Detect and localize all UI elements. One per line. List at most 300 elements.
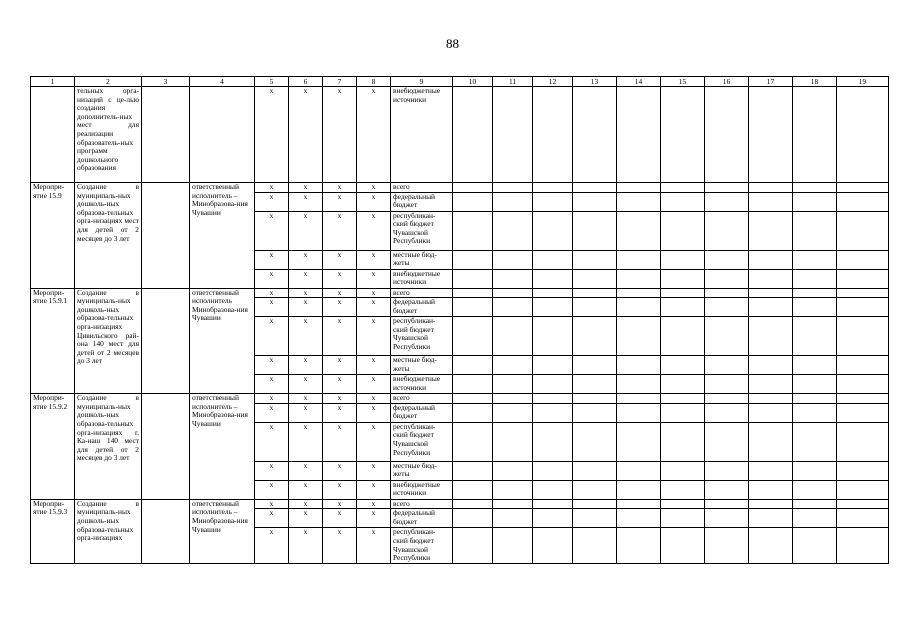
value-cell bbox=[533, 298, 573, 317]
mark-cell: х bbox=[255, 269, 289, 288]
col-header: 7 bbox=[323, 77, 357, 87]
value-cell bbox=[533, 394, 573, 404]
col-header: 14 bbox=[617, 77, 661, 87]
mark-cell: х bbox=[255, 509, 289, 528]
value-cell bbox=[837, 288, 889, 298]
value-cell bbox=[493, 87, 533, 183]
value-cell bbox=[837, 480, 889, 499]
value-cell bbox=[617, 356, 661, 375]
value-cell bbox=[793, 87, 837, 183]
mark-cell: х bbox=[323, 422, 357, 461]
value-cell bbox=[533, 422, 573, 461]
value-cell bbox=[453, 356, 493, 375]
mark-cell: х bbox=[357, 183, 391, 193]
value-cell bbox=[573, 394, 617, 404]
value-cell bbox=[493, 317, 533, 356]
mark-cell: х bbox=[357, 317, 391, 356]
funding-source: местные бюд-жеты bbox=[391, 356, 453, 375]
value-cell bbox=[453, 480, 493, 499]
value-cell bbox=[749, 509, 793, 528]
value-cell bbox=[493, 394, 533, 404]
measure-code: Меропри-ятие 15.9.1 bbox=[31, 288, 75, 394]
value-cell bbox=[533, 87, 573, 183]
mark-cell: х bbox=[323, 211, 357, 250]
value-cell bbox=[533, 403, 573, 422]
value-cell bbox=[493, 183, 533, 193]
value-cell bbox=[837, 211, 889, 250]
mark-cell: х bbox=[323, 269, 357, 288]
value-cell bbox=[793, 403, 837, 422]
funding-source: республикан-ский бюджет Чувашской Республики bbox=[391, 422, 453, 461]
value-cell bbox=[573, 87, 617, 183]
col-header: 11 bbox=[493, 77, 533, 87]
value-cell bbox=[793, 480, 837, 499]
funding-source: федеральный бюджет bbox=[391, 509, 453, 528]
mark-cell: х bbox=[255, 87, 289, 183]
value-cell bbox=[533, 211, 573, 250]
value-cell bbox=[837, 183, 889, 193]
value-cell bbox=[705, 298, 749, 317]
value-cell bbox=[705, 375, 749, 394]
value-cell bbox=[837, 250, 889, 269]
value-cell bbox=[573, 375, 617, 394]
value-cell bbox=[617, 480, 661, 499]
value-cell bbox=[661, 192, 705, 211]
measure-code: Меропри-ятие 15.9.2 bbox=[31, 394, 75, 500]
value-cell bbox=[661, 499, 705, 509]
col-header: 19 bbox=[837, 77, 889, 87]
value-cell bbox=[533, 250, 573, 269]
value-cell bbox=[837, 192, 889, 211]
mark-cell: х bbox=[323, 509, 357, 528]
mark-cell: х bbox=[255, 250, 289, 269]
value-cell bbox=[453, 288, 493, 298]
value-cell bbox=[533, 356, 573, 375]
value-cell bbox=[793, 298, 837, 317]
col-header: 16 bbox=[705, 77, 749, 87]
value-cell bbox=[661, 403, 705, 422]
value-cell bbox=[661, 211, 705, 250]
mark-cell: х bbox=[357, 356, 391, 375]
mark-cell: х bbox=[289, 250, 323, 269]
mark-cell: х bbox=[357, 298, 391, 317]
value-cell bbox=[749, 298, 793, 317]
value-cell bbox=[453, 509, 493, 528]
mark-cell: х bbox=[357, 269, 391, 288]
mark-cell: х bbox=[289, 298, 323, 317]
value-cell bbox=[493, 499, 533, 509]
value-cell bbox=[573, 298, 617, 317]
funding-source: внебюджетные источники bbox=[391, 269, 453, 288]
value-cell bbox=[749, 461, 793, 480]
value-cell bbox=[661, 480, 705, 499]
page-number: 88 bbox=[446, 36, 459, 51]
mark-cell: х bbox=[255, 317, 289, 356]
blank-cell bbox=[142, 394, 190, 500]
value-cell bbox=[661, 461, 705, 480]
mark-cell: х bbox=[289, 422, 323, 461]
funding-source: федеральный бюджет bbox=[391, 298, 453, 317]
funding-source: республикан-ский бюджет Чувашской Республики bbox=[391, 211, 453, 250]
value-cell bbox=[453, 298, 493, 317]
value-cell bbox=[793, 192, 837, 211]
executor: ответственный исполнитель – Минобразова-ния Чувашии bbox=[190, 394, 255, 500]
measure-name: Создание в муниципаль-ных дошколь-ных образова-тельных орга-низациях мест для детей от 2 месяцев до 3 лет bbox=[75, 183, 142, 289]
mark-cell: х bbox=[323, 499, 357, 509]
col-header: 17 bbox=[749, 77, 793, 87]
funding-source: всего bbox=[391, 499, 453, 509]
value-cell bbox=[493, 528, 533, 563]
mark-cell: х bbox=[357, 250, 391, 269]
value-cell bbox=[493, 480, 533, 499]
value-cell bbox=[453, 183, 493, 193]
value-cell bbox=[617, 298, 661, 317]
measure-code bbox=[31, 87, 75, 183]
col-header: 13 bbox=[573, 77, 617, 87]
value-cell bbox=[705, 211, 749, 250]
value-cell bbox=[573, 499, 617, 509]
value-cell bbox=[453, 403, 493, 422]
funding-source: республикан-ский бюджет Чувашской Республики bbox=[391, 528, 453, 563]
mark-cell: х bbox=[323, 403, 357, 422]
value-cell bbox=[661, 288, 705, 298]
funding-source: местные бюд-жеты bbox=[391, 250, 453, 269]
table-row bbox=[31, 288, 889, 298]
value-cell bbox=[837, 509, 889, 528]
value-cell bbox=[573, 422, 617, 461]
value-cell bbox=[661, 375, 705, 394]
value-cell bbox=[493, 403, 533, 422]
value-cell bbox=[573, 288, 617, 298]
value-cell bbox=[533, 509, 573, 528]
value-cell bbox=[749, 422, 793, 461]
table-row bbox=[31, 499, 889, 509]
value-cell bbox=[749, 356, 793, 375]
value-cell bbox=[617, 317, 661, 356]
value-cell bbox=[573, 403, 617, 422]
blank-cell bbox=[142, 183, 190, 289]
measure-code: Меропри-ятие 15.9 bbox=[31, 183, 75, 289]
mark-cell: х bbox=[323, 192, 357, 211]
value-cell bbox=[705, 87, 749, 183]
value-cell bbox=[749, 499, 793, 509]
value-cell bbox=[493, 211, 533, 250]
value-cell bbox=[749, 269, 793, 288]
mark-cell: х bbox=[357, 499, 391, 509]
value-cell bbox=[837, 422, 889, 461]
mark-cell: х bbox=[289, 211, 323, 250]
col-header: 12 bbox=[533, 77, 573, 87]
mark-cell: х bbox=[289, 192, 323, 211]
blank-cell bbox=[142, 499, 190, 563]
mark-cell: х bbox=[255, 480, 289, 499]
value-cell bbox=[453, 461, 493, 480]
value-cell bbox=[617, 269, 661, 288]
value-cell bbox=[705, 250, 749, 269]
blank-cell bbox=[142, 288, 190, 394]
mark-cell: х bbox=[289, 269, 323, 288]
value-cell bbox=[837, 403, 889, 422]
mark-cell: х bbox=[323, 298, 357, 317]
mark-cell: х bbox=[255, 461, 289, 480]
value-cell bbox=[705, 269, 749, 288]
mark-cell: х bbox=[255, 422, 289, 461]
value-cell bbox=[661, 298, 705, 317]
value-cell bbox=[617, 394, 661, 404]
mark-cell: х bbox=[357, 509, 391, 528]
value-cell bbox=[533, 528, 573, 563]
mark-cell: х bbox=[289, 317, 323, 356]
value-cell bbox=[837, 317, 889, 356]
mark-cell: х bbox=[255, 211, 289, 250]
value-cell bbox=[749, 375, 793, 394]
value-cell bbox=[533, 499, 573, 509]
mark-cell: х bbox=[357, 461, 391, 480]
value-cell bbox=[749, 403, 793, 422]
value-cell bbox=[573, 317, 617, 356]
mark-cell: х bbox=[323, 317, 357, 356]
mark-cell: х bbox=[289, 403, 323, 422]
value-cell bbox=[793, 250, 837, 269]
value-cell bbox=[573, 461, 617, 480]
mark-cell: х bbox=[323, 394, 357, 404]
value-cell bbox=[617, 499, 661, 509]
value-cell bbox=[453, 528, 493, 563]
value-cell bbox=[453, 394, 493, 404]
mark-cell: х bbox=[357, 394, 391, 404]
value-cell bbox=[573, 480, 617, 499]
table-row bbox=[31, 394, 889, 404]
value-cell bbox=[837, 394, 889, 404]
mark-cell: х bbox=[289, 461, 323, 480]
mark-cell: х bbox=[357, 192, 391, 211]
value-cell bbox=[793, 211, 837, 250]
col-header: 1 bbox=[31, 77, 75, 87]
value-cell bbox=[705, 288, 749, 298]
mark-cell: х bbox=[289, 356, 323, 375]
col-header: 18 bbox=[793, 77, 837, 87]
value-cell bbox=[533, 183, 573, 193]
value-cell bbox=[453, 422, 493, 461]
value-cell bbox=[705, 528, 749, 563]
value-cell bbox=[453, 250, 493, 269]
value-cell bbox=[705, 317, 749, 356]
value-cell bbox=[453, 375, 493, 394]
value-cell bbox=[749, 288, 793, 298]
mark-cell: х bbox=[289, 528, 323, 563]
value-cell bbox=[793, 375, 837, 394]
value-cell bbox=[617, 288, 661, 298]
mark-cell: х bbox=[357, 211, 391, 250]
col-header: 9 bbox=[391, 77, 453, 87]
mark-cell: х bbox=[323, 528, 357, 563]
funding-source: федеральный бюджет bbox=[391, 192, 453, 211]
mark-cell: х bbox=[255, 375, 289, 394]
mark-cell: х bbox=[323, 288, 357, 298]
funding-source: всего bbox=[391, 394, 453, 404]
value-cell bbox=[705, 461, 749, 480]
mark-cell: х bbox=[289, 375, 323, 394]
value-cell bbox=[493, 269, 533, 288]
mark-cell: х bbox=[323, 87, 357, 183]
mark-cell: х bbox=[255, 394, 289, 404]
value-cell bbox=[749, 317, 793, 356]
value-cell bbox=[453, 192, 493, 211]
funding-source: всего bbox=[391, 288, 453, 298]
value-cell bbox=[837, 356, 889, 375]
value-cell bbox=[661, 528, 705, 563]
value-cell bbox=[617, 461, 661, 480]
mark-cell: х bbox=[289, 509, 323, 528]
value-cell bbox=[453, 211, 493, 250]
value-cell bbox=[533, 192, 573, 211]
value-cell bbox=[749, 250, 793, 269]
table-row bbox=[31, 183, 889, 193]
mark-cell: х bbox=[289, 480, 323, 499]
value-cell bbox=[661, 250, 705, 269]
value-cell bbox=[837, 461, 889, 480]
mark-cell: х bbox=[323, 375, 357, 394]
mark-cell: х bbox=[323, 183, 357, 193]
funding-source: внебюджетные источники bbox=[391, 480, 453, 499]
value-cell bbox=[705, 183, 749, 193]
mark-cell: х bbox=[357, 87, 391, 183]
mark-cell: х bbox=[289, 288, 323, 298]
value-cell bbox=[493, 422, 533, 461]
funding-source: республикан-ский бюджет Чувашской Республики bbox=[391, 317, 453, 356]
col-header: 15 bbox=[661, 77, 705, 87]
mark-cell: х bbox=[255, 183, 289, 193]
col-header: 6 bbox=[289, 77, 323, 87]
value-cell bbox=[793, 317, 837, 356]
measure-name: Создание в муниципаль-ных дошколь-ных образова-тельных орга-низациях г. Ка-наш 140 мест для детей от 2 месяцев до 3 лет bbox=[75, 394, 142, 500]
mark-cell: х bbox=[289, 87, 323, 183]
value-cell bbox=[617, 183, 661, 193]
value-cell bbox=[837, 375, 889, 394]
executor: ответственный исполнитель – Минобразова-ния Чувашии bbox=[190, 183, 255, 289]
value-cell bbox=[661, 183, 705, 193]
value-cell bbox=[453, 317, 493, 356]
measure-name: Создание в муниципаль-ных дошколь-ных образова-тельных орга-низациях Цивильского рай-она 140 мест для детей от 2 месяцев до 3 лет bbox=[75, 288, 142, 394]
value-cell bbox=[705, 192, 749, 211]
value-cell bbox=[617, 509, 661, 528]
value-cell bbox=[661, 317, 705, 356]
value-cell bbox=[793, 422, 837, 461]
mark-cell: х bbox=[357, 375, 391, 394]
funding-source: местные бюд-жеты bbox=[391, 461, 453, 480]
mark-cell: х bbox=[255, 288, 289, 298]
value-cell bbox=[617, 87, 661, 183]
table-row bbox=[31, 87, 889, 183]
value-cell bbox=[661, 269, 705, 288]
value-cell bbox=[533, 375, 573, 394]
value-cell bbox=[533, 480, 573, 499]
value-cell bbox=[749, 394, 793, 404]
measure-code: Меропри-ятие 15.9.3 bbox=[31, 499, 75, 563]
col-header: 4 bbox=[190, 77, 255, 87]
mark-cell: х bbox=[357, 480, 391, 499]
value-cell bbox=[533, 461, 573, 480]
col-header: 5 bbox=[255, 77, 289, 87]
value-cell bbox=[837, 528, 889, 563]
value-cell bbox=[493, 298, 533, 317]
value-cell bbox=[453, 269, 493, 288]
value-cell bbox=[617, 375, 661, 394]
value-cell bbox=[793, 269, 837, 288]
value-cell bbox=[705, 422, 749, 461]
value-cell bbox=[573, 183, 617, 193]
value-cell bbox=[793, 499, 837, 509]
value-cell bbox=[793, 509, 837, 528]
mark-cell: х bbox=[323, 480, 357, 499]
mark-cell: х bbox=[255, 298, 289, 317]
value-cell bbox=[573, 211, 617, 250]
mark-cell: х bbox=[289, 394, 323, 404]
value-cell bbox=[661, 422, 705, 461]
blank-cell bbox=[142, 87, 190, 183]
value-cell bbox=[453, 499, 493, 509]
value-cell bbox=[749, 192, 793, 211]
value-cell bbox=[661, 509, 705, 528]
value-cell bbox=[793, 288, 837, 298]
value-cell bbox=[705, 356, 749, 375]
mark-cell: х bbox=[255, 192, 289, 211]
col-header: 10 bbox=[453, 77, 493, 87]
mark-cell: х bbox=[357, 288, 391, 298]
col-header: 3 bbox=[142, 77, 190, 87]
value-cell bbox=[661, 87, 705, 183]
funding-source: всего bbox=[391, 183, 453, 193]
value-cell bbox=[749, 183, 793, 193]
value-cell bbox=[793, 528, 837, 563]
value-cell bbox=[749, 480, 793, 499]
program-table bbox=[30, 76, 889, 564]
funding-source: внебюджетные источники bbox=[391, 87, 453, 183]
value-cell bbox=[705, 509, 749, 528]
value-cell bbox=[573, 192, 617, 211]
value-cell bbox=[793, 183, 837, 193]
funding-source: федеральный бюджет bbox=[391, 403, 453, 422]
value-cell bbox=[705, 480, 749, 499]
value-cell bbox=[453, 87, 493, 183]
value-cell bbox=[493, 375, 533, 394]
value-cell bbox=[493, 509, 533, 528]
value-cell bbox=[493, 356, 533, 375]
mark-cell: х bbox=[323, 356, 357, 375]
value-cell bbox=[617, 192, 661, 211]
value-cell bbox=[573, 250, 617, 269]
mark-cell: х bbox=[289, 183, 323, 193]
value-cell bbox=[793, 461, 837, 480]
value-cell bbox=[837, 298, 889, 317]
value-cell bbox=[705, 394, 749, 404]
value-cell bbox=[705, 499, 749, 509]
mark-cell: х bbox=[255, 356, 289, 375]
executor bbox=[190, 87, 255, 183]
value-cell bbox=[617, 422, 661, 461]
value-cell bbox=[533, 288, 573, 298]
value-cell bbox=[749, 528, 793, 563]
mark-cell: х bbox=[357, 403, 391, 422]
value-cell bbox=[661, 356, 705, 375]
value-cell bbox=[533, 269, 573, 288]
col-header: 8 bbox=[357, 77, 391, 87]
value-cell bbox=[617, 250, 661, 269]
mark-cell: х bbox=[323, 461, 357, 480]
mark-cell: х bbox=[357, 422, 391, 461]
col-header: 2 bbox=[75, 77, 142, 87]
value-cell bbox=[793, 394, 837, 404]
